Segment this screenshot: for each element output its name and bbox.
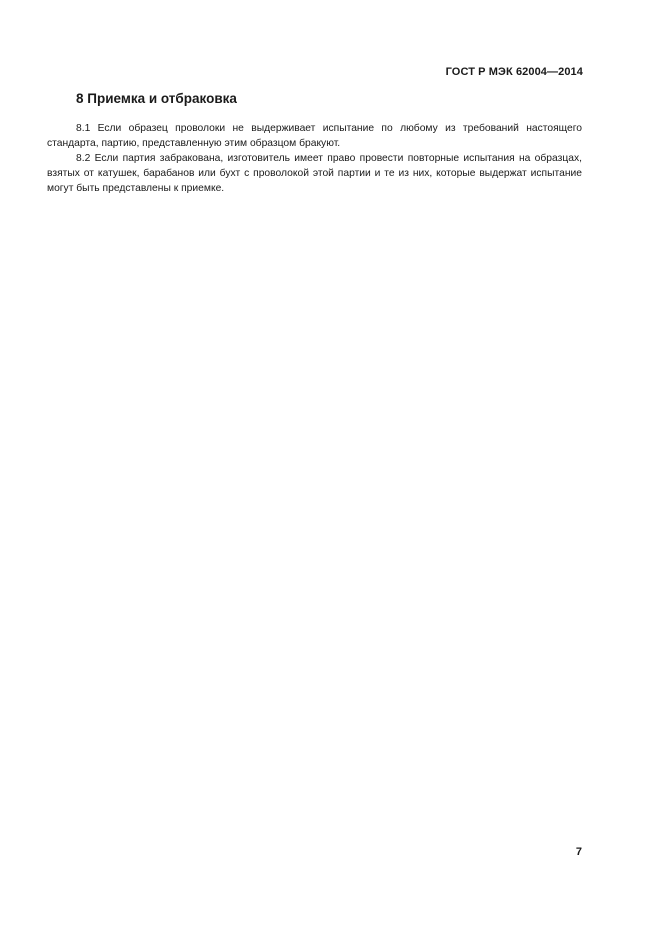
paragraph-8-2: 8.2 Если партия забракована, изготовитель имеет право провести повторные испытания на образцах, взятых от катушек, барабанов или бухт с проволокой этой партии и те из них, которые выдержат испытание могут быть представлены к приемке. bbox=[47, 153, 582, 194]
page-number: 7 bbox=[575, 846, 582, 858]
section-body bbox=[47, 121, 582, 196]
paragraph-8-1: 8.1 Если образец проволоки не выдерживает испытание по любому из требований настоящего стандарта, партию, представленную этим образцом бракуют. bbox=[47, 123, 582, 149]
section-title: 8 Приемка и отбраковка bbox=[76, 91, 237, 106]
document-header-standard-id: ГОСТ Р МЭК 62004—2014 bbox=[445, 66, 583, 78]
